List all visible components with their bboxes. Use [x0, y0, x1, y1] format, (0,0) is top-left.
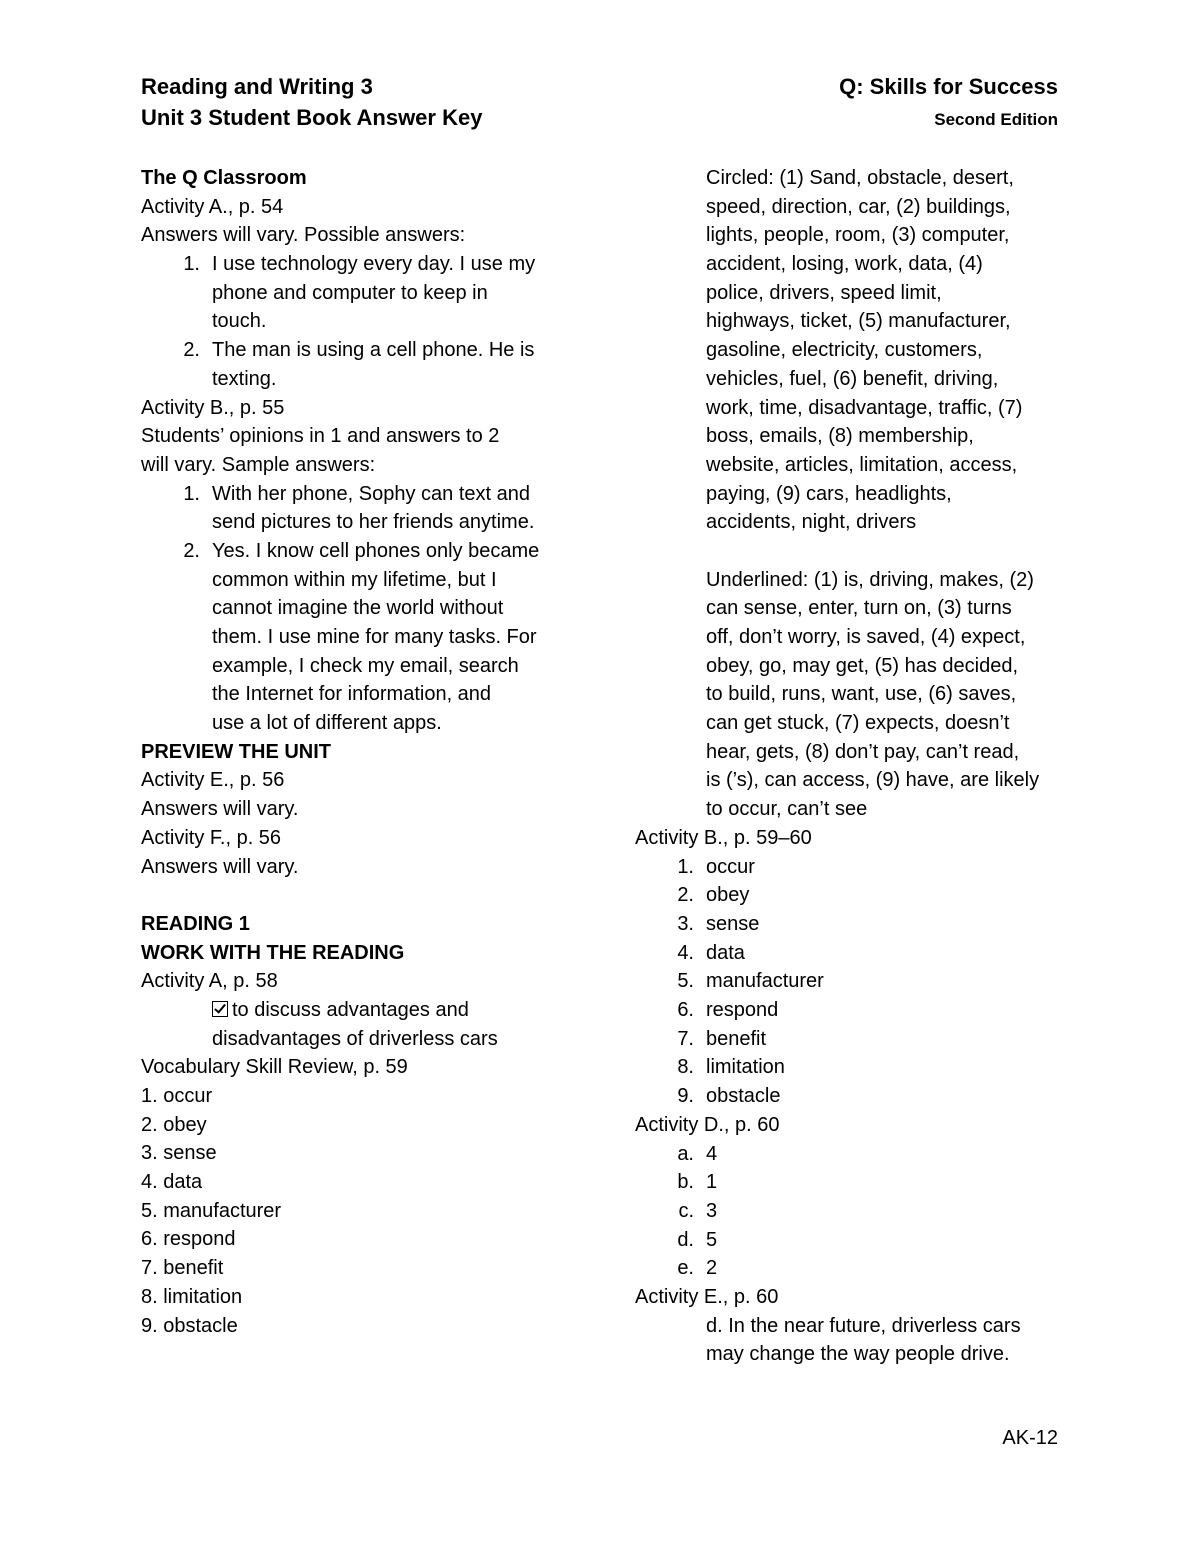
- circled-line: paying, (9) cars, headlights,: [706, 482, 952, 505]
- list-item: [635, 967, 1075, 996]
- item-number: 5.: [677, 970, 694, 993]
- item-number: 1.: [183, 253, 200, 276]
- list-item: [635, 1197, 1075, 1226]
- list-item: [635, 1053, 1075, 1082]
- answer-list: [141, 250, 591, 393]
- list-item: [635, 939, 1075, 968]
- item-number: 2.: [183, 339, 200, 362]
- underlined-line: is (’s), can access, (9) have, are likely: [706, 769, 1040, 792]
- activity-label: Activity B., p. 59–60: [635, 826, 812, 849]
- list-item: [635, 1226, 1075, 1255]
- answer-text: to discuss advantages and: [232, 998, 469, 1021]
- underlined-line: off, don’t worry, is saved, (4) expect,: [706, 626, 1026, 648]
- item-text: the Internet for information, and: [212, 683, 492, 706]
- activity-label: Activity A., p. 54: [141, 195, 284, 218]
- list-item: [141, 480, 591, 537]
- item-number: 6.: [677, 999, 694, 1022]
- item-text: send pictures to her friends anytime.: [212, 511, 535, 534]
- item-text: 2: [706, 1257, 718, 1280]
- underlined-line: obey, go, may get, (5) has decided,: [706, 654, 1019, 677]
- item-number: e.: [677, 1257, 694, 1280]
- list-item: [635, 1025, 1075, 1054]
- item-text: cannot imagine the world without: [212, 597, 504, 620]
- item-number: 4.: [677, 941, 694, 964]
- list-item: [141, 537, 591, 738]
- doc-subtitle: Unit 3 Student Book Answer Key: [141, 105, 483, 130]
- underlined-line: can get stuck, (7) expects, doesn’t: [706, 712, 1010, 735]
- circled-line: vehicles, fuel, (6) benefit, driving,: [706, 367, 999, 390]
- circled-line: accident, losing, work, data, (4): [706, 253, 983, 276]
- section-heading: READING 1: [141, 912, 250, 935]
- answer-list: [635, 1140, 1075, 1284]
- vocab-item: 9. obstacle: [141, 1314, 238, 1337]
- item-number: 2.: [677, 884, 694, 907]
- circled-line: accidents, night, drivers: [706, 511, 917, 534]
- activity-note: Answers will vary. Possible answers:: [141, 224, 466, 247]
- checked-answer: [141, 996, 591, 1025]
- section-heading: PREVIEW THE UNIT: [141, 740, 332, 763]
- list-item: [635, 1140, 1075, 1169]
- series-title: Q: Skills for Success: [839, 74, 1058, 99]
- circled-line: police, drivers, speed limit,: [706, 281, 942, 304]
- underlined-line: to build, runs, want, use, (6) saves,: [706, 683, 1017, 706]
- item-text: use a lot of different apps.: [212, 712, 442, 735]
- section-heading: The Q Classroom: [141, 167, 307, 189]
- vocab-item: 2. obey: [141, 1113, 207, 1136]
- item-number: 8.: [677, 1056, 694, 1079]
- item-text: limitation: [706, 1056, 785, 1079]
- activity-label: Activity D., p. 60: [635, 1113, 780, 1136]
- activity-label: Activity E., p. 56: [141, 769, 285, 792]
- activity-label: Activity B., p. 55: [141, 396, 285, 419]
- list-item: [141, 336, 591, 393]
- item-text: example, I check my email, search: [212, 654, 519, 677]
- item-text: sense: [706, 912, 760, 935]
- item-text: 1: [706, 1171, 718, 1194]
- item-text: manufacturer: [706, 970, 824, 993]
- circled-line: lights, people, room, (3) computer,: [706, 224, 1010, 247]
- item-number: 7.: [677, 1027, 694, 1050]
- right-column: [635, 164, 1075, 1369]
- circled-line: speed, direction, car, (2) buildings,: [706, 195, 1011, 218]
- underlined-line: to occur, can’t see: [706, 798, 868, 821]
- item-text: occur: [706, 855, 755, 878]
- item-text: benefit: [706, 1027, 767, 1050]
- circled-line: boss, emails, (8) membership,: [706, 425, 974, 448]
- underlined-line: Underlined: (1) is, driving, makes, (2): [706, 568, 1034, 591]
- activity-label: Activity A, p. 58: [141, 970, 278, 993]
- answer-text: d. In the near future, driverless cars: [706, 1314, 1021, 1337]
- left-column: [141, 164, 591, 1340]
- answer-text: may change the way people drive.: [706, 1343, 1010, 1366]
- page-number: AK-12: [1002, 1427, 1058, 1449]
- item-text: obey: [706, 884, 750, 907]
- activity-note: Answers will vary.: [141, 855, 299, 878]
- list-item: [635, 1082, 1075, 1111]
- item-text: respond: [706, 999, 779, 1022]
- activity-note: Students’ opinions in 1 and answers to 2: [141, 425, 500, 448]
- item-text: With her phone, Sophy can text and: [212, 482, 530, 505]
- circled-line: gasoline, electricity, customers,: [706, 339, 983, 362]
- underlined-answers: [635, 566, 1075, 824]
- item-text: them. I use mine for many tasks. For: [212, 626, 537, 648]
- item-number: c.: [678, 1199, 694, 1222]
- item-text: 4: [706, 1142, 718, 1165]
- item-text: 5: [706, 1228, 718, 1251]
- item-number: b.: [677, 1171, 694, 1194]
- vocab-item: 5. manufacturer: [141, 1199, 282, 1222]
- item-text: phone and computer to keep in: [212, 281, 488, 304]
- circled-line: website, articles, limitation, access,: [706, 453, 1018, 476]
- item-text: obstacle: [706, 1085, 781, 1108]
- answer-list: [635, 853, 1075, 1111]
- item-text: I use technology every day. I use my: [212, 253, 536, 276]
- edition-label: Second Edition: [934, 110, 1058, 129]
- vocab-item: 7. benefit: [141, 1257, 224, 1280]
- item-number: d.: [677, 1228, 694, 1251]
- vocab-item: 6. respond: [141, 1228, 236, 1251]
- vocab-item: 4. data: [141, 1171, 203, 1194]
- list-item: [635, 1168, 1075, 1197]
- item-number: 1.: [677, 855, 694, 878]
- underlined-line: can sense, enter, turn on, (3) turns: [706, 597, 1012, 620]
- item-text: 3: [706, 1199, 718, 1222]
- vocab-list: [141, 1082, 591, 1340]
- underlined-line: hear, gets, (8) don’t pay, can’t read,: [706, 740, 1020, 763]
- list-item: [635, 1254, 1075, 1283]
- vocab-item: 3. sense: [141, 1142, 217, 1165]
- item-number: 9.: [677, 1085, 694, 1108]
- circled-line: highways, ticket, (5) manufacturer,: [706, 310, 1011, 333]
- list-item: [635, 910, 1075, 939]
- item-number: 3.: [677, 912, 694, 935]
- item-text: common within my lifetime, but I: [212, 568, 497, 591]
- circled-line: work, time, disadvantage, traffic, (7): [706, 396, 1023, 419]
- item-number: a.: [677, 1142, 694, 1165]
- item-number: 2.: [183, 539, 200, 562]
- answer-list: [141, 480, 591, 738]
- vocab-item: 8. limitation: [141, 1285, 243, 1308]
- section-heading: WORK WITH THE READING: [141, 941, 405, 964]
- activity-label: Vocabulary Skill Review, p. 59: [141, 1056, 408, 1079]
- activity-note: Answers will vary.: [141, 798, 299, 821]
- vocab-item: 1. occur: [141, 1085, 213, 1107]
- doc-title: Reading and Writing 3: [141, 74, 373, 99]
- checkbox-checked-icon: [212, 1001, 228, 1017]
- item-text: Yes. I know cell phones only became: [212, 539, 540, 562]
- circled-answers: [635, 164, 1075, 537]
- circled-line: Circled: (1) Sand, obstacle, desert,: [706, 167, 1014, 189]
- item-text: data: [706, 941, 745, 964]
- activity-label: Activity F., p. 56: [141, 826, 282, 849]
- list-item: [635, 881, 1075, 910]
- list-item: [141, 250, 591, 336]
- list-item: [635, 996, 1075, 1025]
- item-text: touch.: [212, 310, 267, 333]
- answer-text: disadvantages of driverless cars: [212, 1027, 498, 1050]
- item-number: 1.: [183, 482, 200, 505]
- item-text: texting.: [212, 367, 277, 390]
- item-text: The man is using a cell phone. He is: [212, 339, 535, 362]
- activity-label: Activity E., p. 60: [635, 1286, 779, 1309]
- list-item: [635, 853, 1075, 882]
- activity-note: will vary. Sample answers:: [141, 453, 376, 476]
